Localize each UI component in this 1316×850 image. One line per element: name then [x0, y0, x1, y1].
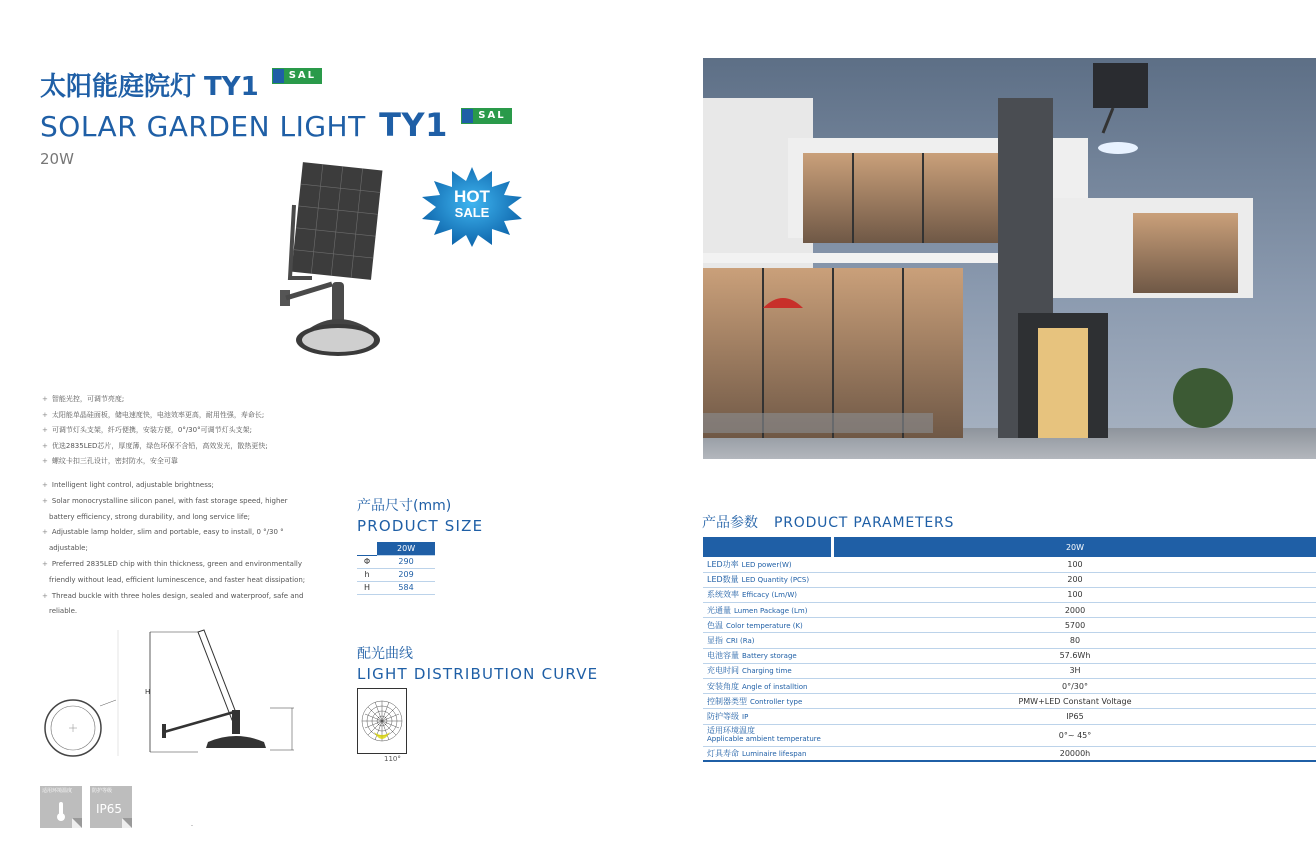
parameter-row — [703, 633, 1316, 648]
sal-logo-2: SAL — [461, 108, 511, 124]
product-size-table — [357, 542, 435, 595]
feature-en-item: friendly without lead, efficient luminescence, and faster heat dissipation; — [49, 575, 306, 584]
parameter-row — [703, 679, 1316, 694]
parameter-row — [703, 557, 1316, 572]
parameter-label: 电池容量 Battery storage — [703, 648, 831, 663]
parameter-label: 适用环境温度 Applicable ambient temperature — [703, 724, 831, 746]
parameter-label: LED功率 LED power(W) — [703, 557, 831, 572]
parameter-value: 100 — [834, 587, 1316, 602]
size-symbol: H — [357, 581, 377, 594]
thermometer-icon — [54, 800, 68, 822]
feature-cn-item: + 太阳能单晶硅面板，储电速度快，电池效率更高，耐用性强，寿命长; — [42, 410, 265, 419]
feature-en-item: battery efficiency, strong durability, and long service life; — [49, 512, 251, 521]
product-size-title-en: PRODUCT SIZE — [357, 517, 484, 535]
parameter-row — [703, 724, 1316, 746]
parameter-label: LED数量 LED Quantity (PCS) — [703, 572, 831, 587]
feature-cn-item: + 优选2835LED芯片，厚度薄，绿色环保不含铅，高效发光，散热更快; — [42, 441, 268, 450]
parameter-value: 2000 — [834, 603, 1316, 618]
feature-cn-item: + 可调节灯头支架，纤巧便携，安装方便，0°/30°可调节灯头支架; — [42, 426, 252, 434]
parameter-label: 防护等级 IP — [703, 709, 831, 724]
height-label: H — [145, 688, 151, 696]
size-value: 290 — [377, 555, 435, 568]
parameter-value: 5700 — [834, 618, 1316, 633]
features-en-list — [42, 478, 306, 620]
title-en-model: TY1 — [379, 106, 448, 144]
parameter-value: 0°/30° — [834, 679, 1316, 694]
parameter-value: PMW+LED Constant Voltage — [834, 694, 1316, 709]
size-symbol: h — [357, 568, 377, 581]
size-row — [357, 581, 435, 594]
feature-en-item: + Solar monocrystalline silicon panel, with fast storage speed, higher — [42, 496, 288, 505]
parameters-table — [703, 537, 1316, 762]
size-row — [357, 568, 435, 581]
parameters-title-en: PRODUCT PARAMETERS — [774, 515, 955, 531]
parameter-label: 光通量 Lumen Package (Lm) — [703, 603, 831, 618]
parameter-row — [703, 618, 1316, 633]
title-cn-model: TY1 — [204, 72, 259, 102]
light-curve-title-cn: 配光曲线 — [357, 646, 413, 662]
feature-en-item: + Preferred 2835LED chip with thin thickness, green and environmentally — [42, 559, 302, 568]
parameters-title-cn: 产品参数 — [702, 515, 758, 531]
feature-en-item: + Intelligent light control, adjustable brightness; — [42, 481, 214, 489]
feature-cn-item: + 智能光控，可调节亮度; — [42, 395, 125, 403]
size-symbol: Φ — [357, 555, 377, 568]
parameter-label: 显指 CRI (Ra) — [703, 633, 831, 648]
parameter-row — [703, 709, 1316, 724]
light-distribution-chart — [357, 688, 407, 754]
size-column-header: 20W — [377, 542, 435, 555]
house-photo — [703, 58, 1316, 459]
light-curve-title-en: LIGHT DISTRIBUTION CURVE — [357, 665, 599, 683]
parameter-value: 80 — [834, 633, 1316, 648]
parameter-row — [703, 694, 1316, 709]
parameter-row — [703, 648, 1316, 663]
feature-en-item: + Adjustable lamp holder, slim and portable, easy to install, 0 °/30 ° — [42, 528, 284, 537]
feature-en-item: + Thread buckle with three holes design, sealed and waterproof, safe and — [42, 591, 304, 600]
parameter-row — [703, 663, 1316, 678]
sale-text: SALE — [454, 205, 490, 220]
parameter-value: 3H — [834, 663, 1316, 678]
product-size-title-cn: 产品尺寸(mm) — [357, 498, 452, 514]
feature-en-item: adjustable; — [49, 544, 88, 553]
parameter-row — [703, 587, 1316, 602]
parameter-label: 安装角度 Angle of installtion — [703, 679, 831, 694]
parameter-value: IP65 — [834, 709, 1316, 724]
size-value: 209 — [377, 568, 435, 581]
parameter-label: 充电时间 Charging time — [703, 663, 831, 678]
parameters-column-header: 20W — [834, 537, 1316, 557]
parameter-row — [703, 746, 1316, 761]
parameter-value: 0°~ 45° — [834, 724, 1316, 746]
parameter-label: 系统效率 Efficacy (Lm/W) — [703, 587, 831, 602]
parameter-label: 色温 Color temperature (K) — [703, 618, 831, 633]
parameter-value: 200 — [834, 572, 1316, 587]
size-row — [357, 555, 435, 568]
feature-cn-item: + 螺纹卡扣三孔设计，密封防水，安全可靠 — [42, 457, 178, 465]
sal-logo: SAL — [272, 68, 322, 84]
temperature-icon: 适用环境温度 — [40, 786, 82, 828]
feature-en-item: reliable. — [49, 607, 78, 616]
product-title-en — [40, 106, 512, 144]
wattage-label: 20W — [40, 150, 74, 168]
parameter-value: 20000h — [834, 746, 1316, 761]
parameter-value: 100 — [834, 557, 1316, 572]
features-cn-list — [42, 392, 302, 470]
product-title-cn — [40, 66, 322, 103]
parameter-label: 控制器类型 Controller type — [703, 694, 831, 709]
parameter-value: 57.6Wh — [834, 648, 1316, 663]
hot-sale-badge — [418, 165, 526, 249]
title-en-text: SOLAR GARDEN LIGHT — [40, 110, 366, 143]
parameter-row — [703, 572, 1316, 587]
parameter-row — [703, 603, 1316, 618]
beam-angle-label: 110° — [384, 755, 401, 763]
parameter-label: 灯具寿命 Luminaire lifespan — [703, 746, 831, 761]
product-image — [272, 160, 412, 360]
size-value: 584 — [377, 581, 435, 594]
ip-rating-icon: 防护等级 IP65 — [90, 786, 132, 828]
title-cn-text: 太阳能庭院灯 — [40, 72, 197, 102]
hot-text: HOT — [454, 187, 490, 206]
